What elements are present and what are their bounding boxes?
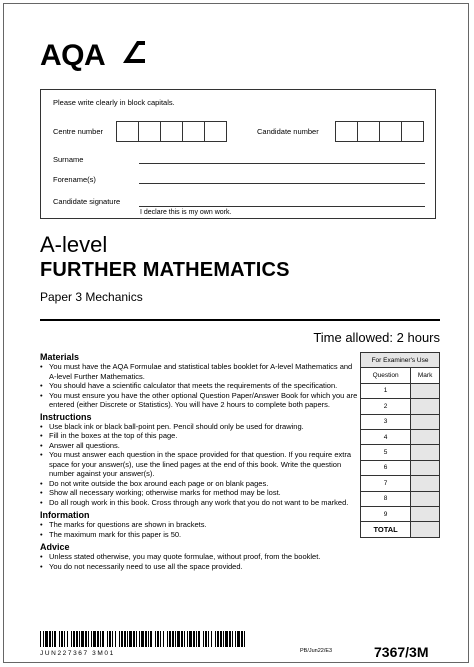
examiner-use-table — [360, 352, 440, 538]
table-row — [361, 506, 440, 521]
list-item: • You must ensure you have the other optional Question Paper/Answer Book for which you are entered (either Discrete or Statistics). You will have 2 hours to complete both papers. — [40, 391, 360, 410]
instructions-panel — [40, 353, 360, 571]
instructions-list — [40, 422, 360, 508]
list-item: • The marks for questions are shown in brackets. — [40, 520, 360, 530]
signature-label: Candidate signature — [53, 197, 121, 206]
list-item: • You must have the AQA Formulae and statistical tables booklet for A-level Mathematics and A-level Further Mathematics. — [40, 362, 360, 381]
time-allowed: Time allowed: 2 hours — [313, 330, 440, 345]
question-number: 6 — [361, 460, 411, 475]
mark-column-header: Mark — [411, 368, 440, 383]
table-row — [361, 491, 440, 506]
surname-label: Surname — [53, 155, 84, 164]
list-item: • Answer all questions. — [40, 441, 360, 451]
instructions-heading: Instructions — [40, 411, 92, 422]
question-number: 3 — [361, 414, 411, 429]
mark-cell — [411, 429, 440, 444]
candidate-details-box — [40, 89, 436, 219]
total-mark-cell — [411, 522, 440, 537]
mark-cell — [411, 460, 440, 475]
aqa-logo-mark-icon — [123, 41, 145, 63]
divider — [40, 319, 440, 321]
centre-number-boxes[interactable] — [117, 121, 227, 142]
mark-cell — [411, 414, 440, 429]
materials-heading: Materials — [40, 352, 80, 362]
forenames-label: Forename(s) — [53, 175, 96, 184]
question-column-header: Question — [361, 368, 411, 383]
list-item: • You do not necessarily need to use all the space provided. — [40, 562, 440, 572]
mark-cell — [411, 476, 440, 491]
advice-list — [40, 552, 440, 571]
table-row — [361, 399, 440, 414]
table-row — [361, 383, 440, 398]
list-item: • Show all necessary working; otherwise marks for method may be lost. — [40, 488, 360, 498]
total-label: TOTAL — [361, 522, 411, 537]
qualification-level: A-level — [40, 232, 108, 257]
declaration-text: I declare this is my own work. — [140, 209, 232, 216]
paper-title: Paper 3 Mechanics — [40, 290, 143, 304]
question-number: 9 — [361, 506, 411, 521]
table-row — [361, 414, 440, 429]
total-row — [361, 522, 440, 537]
question-number: 1 — [361, 383, 411, 398]
table-row — [361, 476, 440, 491]
block-capitals-instruction: Please write clearly in block capitals. — [53, 98, 175, 107]
exam-paper-cover — [3, 3, 469, 663]
signature-field[interactable] — [139, 206, 425, 207]
list-item: • You must answer each question in the space provided for that question. If you require extra space for your answer(s), use the lined pages at the end of this book. Write the question number against your answer(s). — [40, 450, 360, 479]
question-number: 7 — [361, 476, 411, 491]
forenames-field[interactable] — [139, 183, 425, 184]
subject-title: FURTHER MATHEMATICS — [40, 259, 290, 281]
list-item: • The maximum mark for this paper is 50. — [40, 530, 360, 540]
list-item: • Use black ink or black ball-point pen. Pencil should only be used for drawing. — [40, 422, 360, 432]
information-list — [40, 520, 360, 539]
table-row — [361, 429, 440, 444]
table-row — [361, 445, 440, 460]
paper-code: 7367/3M — [374, 644, 429, 660]
aqa-logo: AQA — [40, 39, 106, 72]
information-heading: Information — [40, 510, 90, 520]
materials-list — [40, 362, 360, 410]
examiner-table-title: For Examiner's Use — [361, 353, 440, 368]
mark-cell — [411, 491, 440, 506]
mark-cell — [411, 383, 440, 398]
table-row — [361, 460, 440, 475]
mark-cell — [411, 445, 440, 460]
print-code: PB/Jun22/E3 — [300, 648, 333, 654]
question-number: 4 — [361, 429, 411, 444]
candidate-number-boxes[interactable] — [336, 121, 424, 142]
list-item: • Unless stated otherwise, you may quote formulae, without proof, from the booklet. — [40, 552, 440, 562]
question-number: 8 — [361, 491, 411, 506]
centre-number-label: Centre number — [53, 127, 104, 136]
list-item: • Do all rough work in this book. Cross through any work that you do not want to be marked. — [40, 498, 360, 508]
barcode-icon — [40, 631, 250, 647]
barcode-text: JUN227367 3M01 — [40, 650, 115, 657]
mark-cell — [411, 399, 440, 414]
advice-heading: Advice — [40, 542, 70, 552]
question-number: 2 — [361, 399, 411, 414]
surname-field[interactable] — [139, 163, 425, 164]
list-item: • Fill in the boxes at the top of this page. — [40, 431, 360, 441]
candidate-number-label: Candidate number — [257, 127, 319, 136]
list-item: • You should have a scientific calculator that meets the requirements of the specification. — [40, 381, 360, 391]
question-number: 5 — [361, 445, 411, 460]
list-item: • Do not write outside the box around each page or on blank pages. — [40, 479, 360, 489]
mark-cell — [411, 506, 440, 521]
